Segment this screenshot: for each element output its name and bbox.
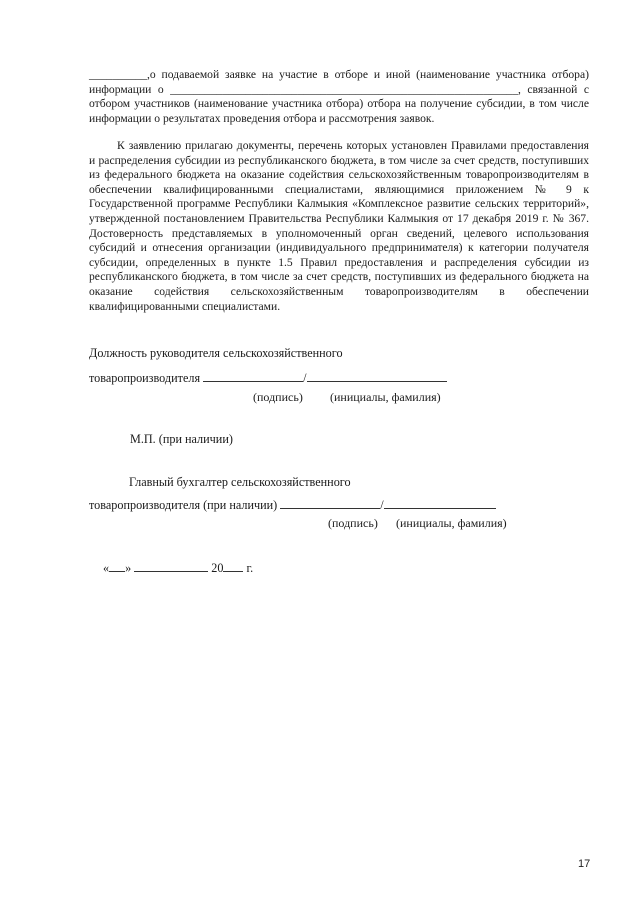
paragraph-attached-documents: К заявлению прилагаю документы, перечень которых установлен Правилами предоставления и распределения субсидии из республиканского бюджета, в том числе за счет средств, поступивших из федерального бюджета на оказание содействия сельскохозяйственным товаропроизводителям в обеспечении квалифицированными специалистами, являющимися приложением № 9 к Государственной программе Республики Калмыкия «Комплексное развитие сельских территорий», утвержденной постановлением Правительства Республики Калмыкия от 17 декабря 2019 г. № 367. Достоверность представляемых в уполномоченный орган сведений, целевого использования субсидий и отнесения организации (индивидуального предпринимателя) к категории получателя субсидии, определенных в пункте 1.5 Правил предоставления и распределения субсидии из республиканского бюджета, в том числе за счет средств, поступивших из федерального бюджета на оказание содействия сельскохозяйственным товаропроизводителям в обеспечении квалифицированными специалистами. <box>89 139 589 313</box>
accountant-label: Главный бухгалтер сельскохозяйственного <box>129 475 351 489</box>
head-name-blank <box>307 370 447 382</box>
date-open-quote: « <box>103 561 110 575</box>
accountant-caption-signature: (подпись) <box>328 516 378 530</box>
head-position-label-cont: товаропроизводителя <box>89 371 201 385</box>
accountant-name-blank <box>384 497 496 509</box>
accountant-signature-blank <box>280 497 380 509</box>
accountant-signature-line <box>89 497 496 513</box>
page-number: 17 <box>578 858 591 870</box>
accountant-label-cont: товаропроизводителя (при наличии) <box>89 498 278 512</box>
head-caption-name: (инициалы, фамилия) <box>330 390 441 404</box>
paragraph-consent-info: __________,о подаваемой заявке на участие в отборе и иной (наименование участника отбора) информации о ____________________________________________________________, связанной с отбором участников (наименование участника отбора) отбора на получение субсидии, в том числе информации о результатах проведения отбора и рассмотрения заявок. <box>89 68 589 125</box>
date-year-blank <box>223 560 243 572</box>
date-line <box>103 560 253 576</box>
date-close-quote: » <box>125 561 132 575</box>
head-position-label: Должность руководителя сельскохозяйственного <box>89 346 343 360</box>
accountant-slash: / <box>380 498 384 512</box>
head-slash: / <box>303 371 307 385</box>
stamp-label: М.П. (при наличии) <box>130 432 233 446</box>
date-year-prefix: 20 <box>211 561 224 575</box>
date-month-blank <box>134 560 208 572</box>
head-signature-blank <box>203 370 303 382</box>
accountant-caption-name: (инициалы, фамилия) <box>396 516 507 530</box>
date-day-blank <box>109 560 125 572</box>
head-caption-signature: (подпись) <box>253 390 303 404</box>
head-signature-line <box>89 370 447 386</box>
date-year-suffix: г. <box>246 561 254 575</box>
